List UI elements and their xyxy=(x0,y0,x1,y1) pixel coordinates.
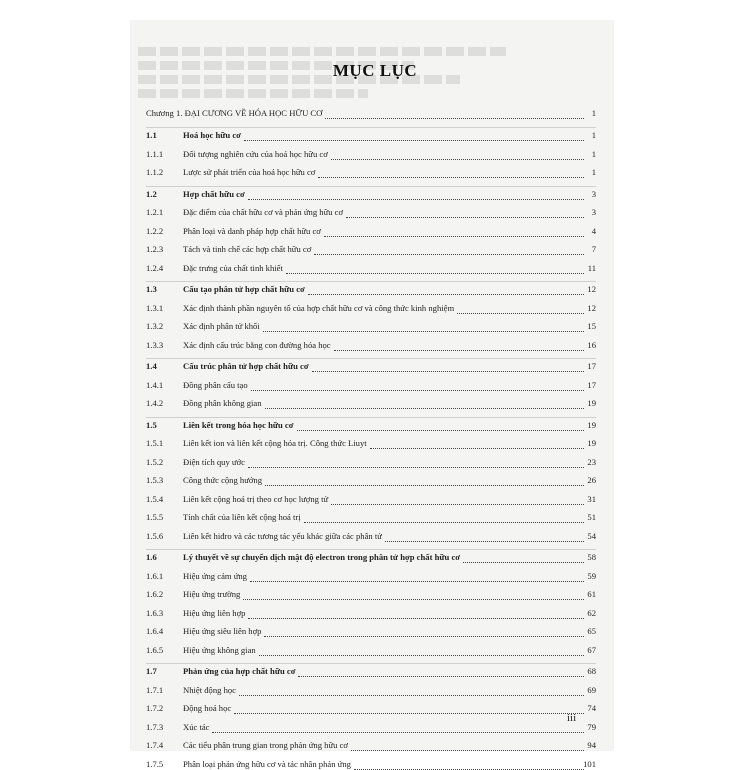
entry-page: 11 xyxy=(587,262,596,273)
entry-page: 15 xyxy=(587,321,596,331)
entry-page: 19 xyxy=(587,438,596,448)
entry-label: Tách và tinh chế các hợp chất hữu cơ xyxy=(183,244,312,254)
entry-label-wrap xyxy=(183,420,584,431)
entry-label-wrap xyxy=(183,703,584,714)
page-number: iii xyxy=(567,712,577,724)
entry-label-wrap xyxy=(183,380,584,391)
entry-page: 3 xyxy=(591,188,596,199)
entry-label-wrap xyxy=(183,340,584,351)
entry-label: Liên kết cộng hoá trị theo cơ học lượng tử xyxy=(183,493,329,504)
leader-dots xyxy=(263,323,584,332)
entry-label-wrap xyxy=(183,130,584,141)
entry-label-wrap xyxy=(183,475,584,486)
leader-dots xyxy=(265,477,584,486)
entry-number: 1.7.3 xyxy=(146,721,164,732)
leader-dots xyxy=(248,191,584,200)
entry-number: 1.5.4 xyxy=(146,493,164,504)
entry-number: 1.7.4 xyxy=(146,740,164,750)
entry-label-wrap xyxy=(183,512,584,523)
leader-dots xyxy=(248,610,584,619)
entry-number: 1.7.5 xyxy=(146,758,164,769)
entry-page: 51 xyxy=(587,512,596,522)
entry-label: Phân loại phản ứng hữu cơ và tác nhân phản ứng xyxy=(183,758,351,769)
leader-dots xyxy=(354,761,584,770)
entry-label: Hiệu ứng không gian xyxy=(183,644,256,655)
entry-page: 69 xyxy=(587,684,596,695)
entry-label: Liên kết ion và liên kết cộng hóa trị. Công thức Liuyt xyxy=(183,438,367,448)
entry-label: Đồng phân cấu tạo xyxy=(183,379,248,390)
entry-label-wrap xyxy=(183,552,584,563)
entry-page: 68 xyxy=(587,666,596,676)
entry-label-wrap xyxy=(183,207,584,218)
entry-label: Xác định phân tử khối xyxy=(183,321,260,331)
entry-page: 1 xyxy=(591,148,596,159)
entry-number: 1.4 xyxy=(146,361,157,371)
entry-label: Liên kết hiđro và các tương tác yếu khác giữa các phân tử xyxy=(183,530,382,541)
entry-label: Điện tích quy ước xyxy=(183,456,245,467)
leader-dots xyxy=(304,514,584,523)
entry-label: Công thức cộng hưởng xyxy=(183,475,263,485)
entry-page: 17 xyxy=(587,379,596,390)
leader-dots xyxy=(234,705,584,714)
leader-dots xyxy=(239,687,584,696)
leader-dots xyxy=(331,496,584,505)
entry-page: 12 xyxy=(587,302,596,313)
entry-page: 31 xyxy=(587,493,596,504)
entry-label: Xác định cấu trúc bằng con đường hóa học xyxy=(183,339,331,350)
entry-page: 101 xyxy=(583,758,596,769)
entry-number: 1.7 xyxy=(146,666,157,676)
entry-label-wrap xyxy=(183,685,584,696)
leader-dots xyxy=(244,132,584,141)
entry-page: 19 xyxy=(587,419,596,430)
entry-page: 7 xyxy=(591,244,596,254)
entry-number: 1.4.1 xyxy=(146,379,164,390)
entry-number: 1.3 xyxy=(146,284,157,294)
entry-page: 62 xyxy=(587,607,596,618)
entry-number: 1.2.4 xyxy=(146,262,164,273)
entry-label-wrap xyxy=(183,759,584,770)
entry-label: Hoá học hữu cơ xyxy=(183,130,241,140)
chapter-label-wrap xyxy=(146,108,584,119)
entry-page: 1 xyxy=(591,130,596,140)
entry-number: 1.7.2 xyxy=(146,703,164,713)
section-divider xyxy=(146,417,596,418)
entry-label: Lược sử phát triển của hoá học hữu cơ xyxy=(183,167,316,177)
entry-label: Đặc điểm của chất hữu cơ và phản ứng hữu cơ xyxy=(183,207,344,217)
leader-dots xyxy=(331,151,584,160)
entry-number: 1.6.1 xyxy=(146,570,164,581)
entry-number: 1.2.3 xyxy=(146,244,164,254)
entry-label: Động hoá học xyxy=(183,703,232,713)
entry-label: Nhiệt động học xyxy=(183,684,236,695)
entry-number: 1.1.2 xyxy=(146,167,164,177)
page-title: MỤC LỤC xyxy=(332,61,418,80)
entry-page: 26 xyxy=(587,475,596,485)
entry-label-wrap xyxy=(183,494,584,505)
leader-dots xyxy=(325,110,584,119)
section-divider xyxy=(146,127,596,128)
entry-page: 59 xyxy=(587,570,596,581)
leader-dots xyxy=(370,440,584,449)
entry-page: 4 xyxy=(591,225,596,236)
entry-label-wrap xyxy=(183,284,584,295)
leader-dots xyxy=(251,382,584,391)
leader-dots xyxy=(312,363,584,372)
entry-label-wrap xyxy=(183,589,584,600)
entry-label-wrap xyxy=(183,149,584,160)
leader-dots xyxy=(314,246,584,255)
leader-dots xyxy=(346,209,584,218)
entry-label-wrap xyxy=(183,244,584,255)
entry-number: 1.5.3 xyxy=(146,475,164,485)
entry-number: 1.4.2 xyxy=(146,398,164,408)
entry-label: Hiệu ứng trường xyxy=(183,589,241,599)
entry-label: Phân loại và danh pháp hợp chất hữu cơ xyxy=(183,225,321,236)
entry-number: 1.3.1 xyxy=(146,302,164,313)
entry-label: Phản ứng của hợp chất hữu cơ xyxy=(183,666,296,676)
entry-label: Hiệu ứng cảm ứng xyxy=(183,570,247,581)
entry-label: Cấu trúc phân tử hợp chất hữu cơ xyxy=(183,361,309,371)
entry-number: 1.2.2 xyxy=(146,225,164,236)
entry-number: 1.5.5 xyxy=(146,512,164,522)
entry-label: Các tiểu phân trung gian trong phản ứng hữu cơ xyxy=(183,740,348,750)
entry-page: 61 xyxy=(587,589,596,599)
entry-label-wrap xyxy=(183,740,584,751)
entry-label: Hợp chất hữu cơ xyxy=(183,188,245,199)
entry-number: 1.1.1 xyxy=(146,148,164,159)
leader-dots xyxy=(308,286,584,295)
entry-number: 1.5.2 xyxy=(146,456,164,467)
entry-page: 65 xyxy=(587,626,596,636)
chapter-label: Chương 1. ĐẠI CƯƠNG VỀ HÓA HỌC HỮU CƠ xyxy=(146,108,323,118)
entry-number: 1.3.2 xyxy=(146,321,164,331)
entry-page: 74 xyxy=(587,703,596,713)
entry-number: 1.6.3 xyxy=(146,607,164,618)
leader-dots xyxy=(243,591,584,600)
entry-label-wrap xyxy=(183,645,584,656)
entry-number: 1.6.5 xyxy=(146,644,164,655)
entry-number: 1.5.1 xyxy=(146,438,164,448)
entry-label-wrap xyxy=(183,608,584,619)
entry-page: 23 xyxy=(587,456,596,467)
entry-number: 1.6 xyxy=(146,552,157,562)
leader-dots xyxy=(324,228,584,237)
entry-label-wrap xyxy=(183,189,584,200)
leader-dots xyxy=(286,265,584,274)
entry-label: Đặc trưng của chất tinh khiết xyxy=(183,262,283,273)
entry-page: 3 xyxy=(591,207,596,217)
entry-label: Xúc tác xyxy=(183,721,210,732)
entry-page: 67 xyxy=(587,644,596,655)
entry-label-wrap xyxy=(183,226,584,237)
entry-page: 17 xyxy=(587,361,596,371)
section-divider xyxy=(146,281,596,282)
entry-label: Xác định thành phần nguyên tố của hợp chất hữu cơ và công thức kinh nghiệm xyxy=(183,302,455,313)
leader-dots xyxy=(212,724,584,733)
entry-label-wrap xyxy=(183,303,584,314)
entry-page: 12 xyxy=(587,284,596,294)
entry-number: 1.1 xyxy=(146,130,157,140)
section-divider xyxy=(146,186,596,187)
entry-label-wrap xyxy=(183,666,584,677)
entry-number: 1.7.1 xyxy=(146,684,164,695)
section-divider xyxy=(146,549,596,550)
entry-page: 54 xyxy=(587,530,596,541)
entry-number: 1.2 xyxy=(146,188,157,199)
entry-number: 1.5 xyxy=(146,419,157,430)
entry-label: Đồng phân không gian xyxy=(183,398,262,408)
leader-dots xyxy=(264,628,584,637)
entry-label: Tính chất của liên kết cộng hoá trị xyxy=(183,512,301,522)
entry-label: Cấu tạo phân tử hợp chất hữu cơ xyxy=(183,284,305,294)
section-divider xyxy=(146,358,596,359)
entry-label-wrap xyxy=(183,167,584,178)
leader-dots xyxy=(298,668,584,677)
leader-dots xyxy=(385,533,584,542)
entry-label-wrap xyxy=(183,531,584,542)
entry-number: 1.3.3 xyxy=(146,339,164,350)
entry-label-wrap xyxy=(183,398,584,409)
entry-label-wrap xyxy=(183,263,584,274)
entry-number: 1.6.4 xyxy=(146,626,164,636)
entry-label: Hiệu ứng liên hợp xyxy=(183,607,246,618)
leader-dots xyxy=(250,573,584,582)
entry-page: 1 xyxy=(591,167,596,177)
entry-page: 19 xyxy=(587,398,596,408)
leader-dots xyxy=(463,554,584,563)
entry-label-wrap xyxy=(183,438,584,449)
entry-label: Đối tượng nghiên cứu của hoá học hữu cơ xyxy=(183,148,328,159)
leader-dots xyxy=(248,459,584,468)
section-divider xyxy=(146,663,596,664)
entry-label-wrap xyxy=(183,722,584,733)
leader-dots xyxy=(297,422,584,431)
entry-label-wrap xyxy=(183,457,584,468)
leader-dots xyxy=(318,169,584,178)
entry-page: 94 xyxy=(587,740,596,750)
entry-label-wrap xyxy=(183,626,584,637)
entry-label-wrap xyxy=(183,321,584,332)
leader-dots xyxy=(259,647,584,656)
entry-number: 1.2.1 xyxy=(146,207,164,217)
entry-page: 16 xyxy=(587,339,596,350)
entry-page: 79 xyxy=(587,721,596,732)
chapter-page: 1 xyxy=(591,108,596,118)
leader-dots xyxy=(334,342,584,351)
entry-label-wrap xyxy=(183,361,584,372)
entry-label-wrap xyxy=(183,571,584,582)
leader-dots xyxy=(265,400,584,409)
entry-number: 1.5.6 xyxy=(146,530,164,541)
entry-page: 58 xyxy=(587,552,596,562)
entry-label: Liên kết trong hóa học hữu cơ xyxy=(183,419,294,430)
entry-label: Lý thuyết về sự chuyển dịch mật độ electron trong phân tử hợp chất hữu cơ xyxy=(183,552,461,562)
entry-label: Hiệu ứng siêu liên hợp xyxy=(183,626,262,636)
leader-dots xyxy=(457,305,584,314)
entry-number: 1.6.2 xyxy=(146,589,164,599)
